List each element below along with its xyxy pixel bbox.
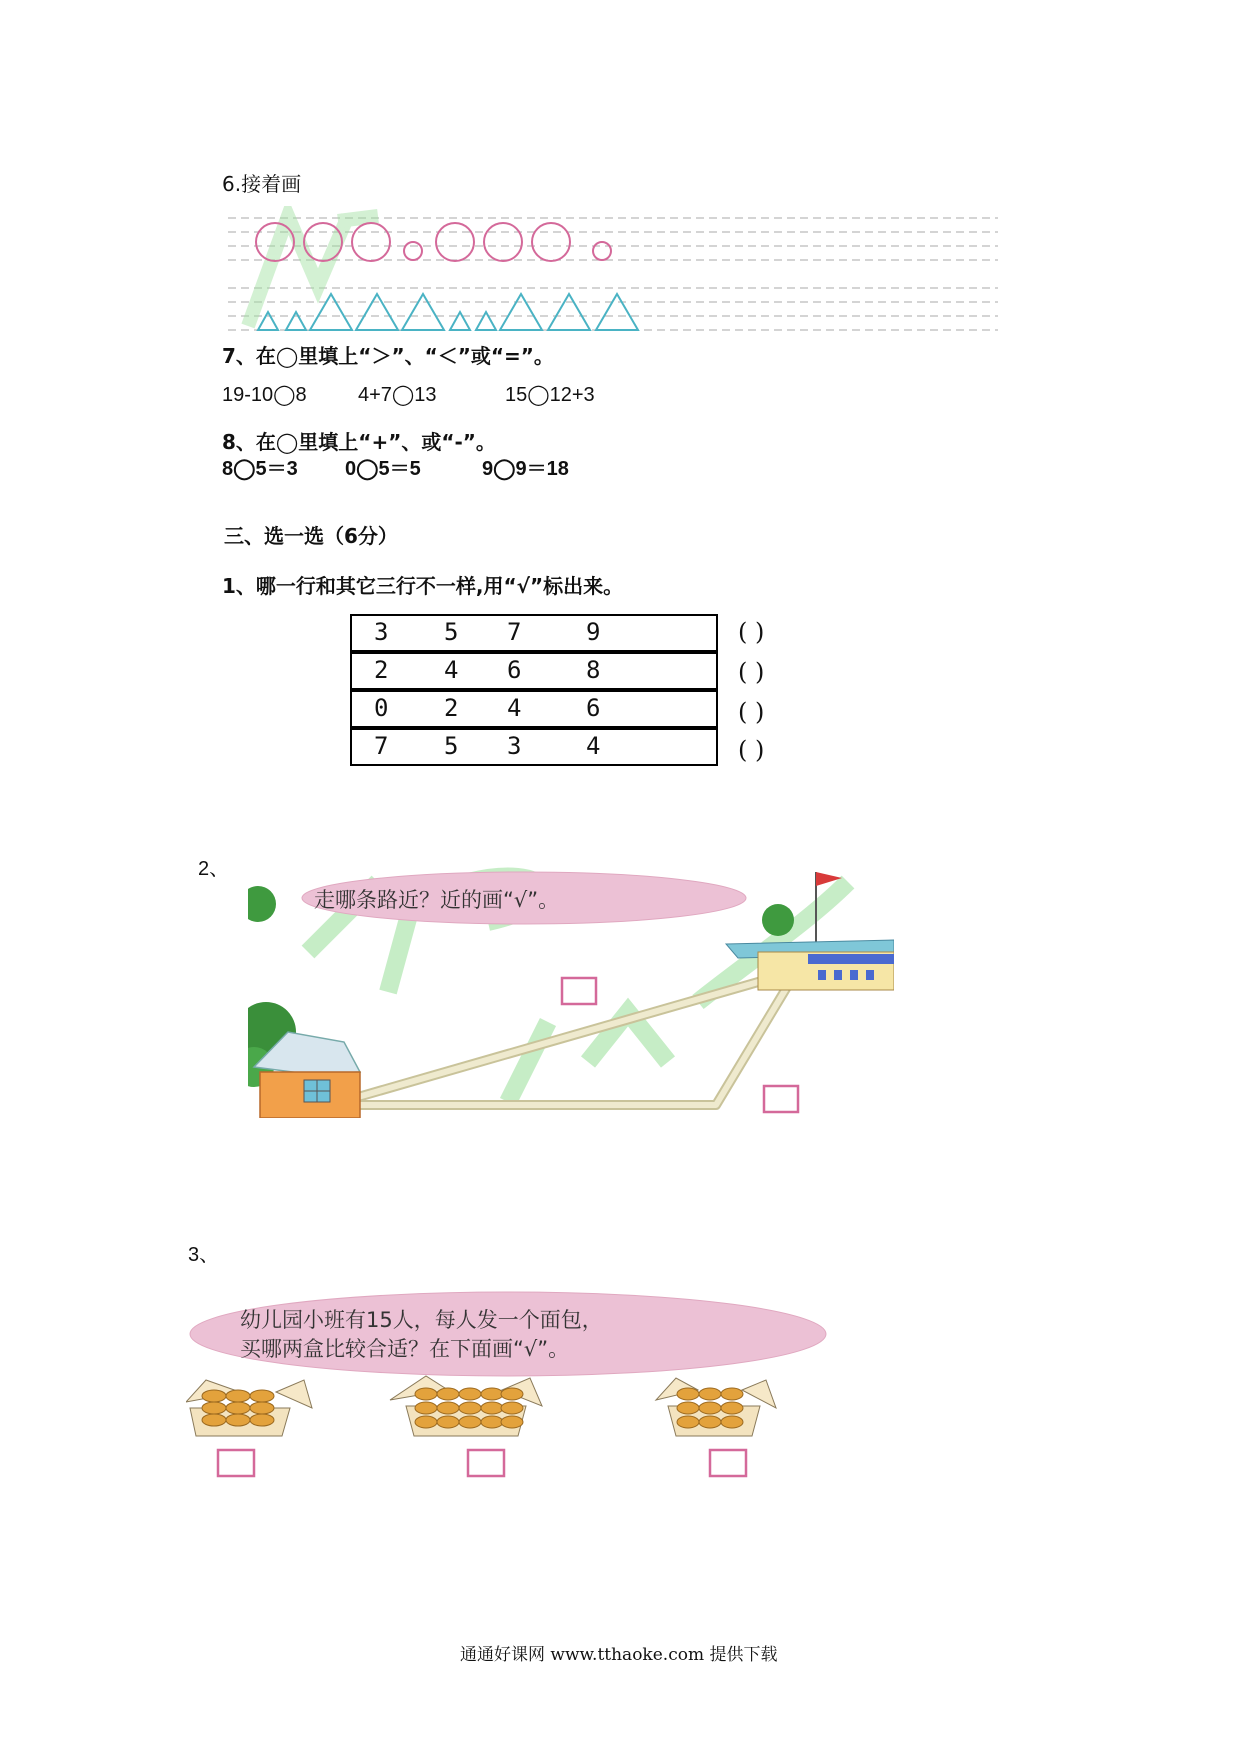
table-row bbox=[350, 690, 718, 728]
cell: 4 bbox=[586, 732, 601, 760]
bread-question-line1: 幼儿园小班有15人，每人发一个面包， bbox=[240, 1308, 603, 1332]
footer-source: 通通好课网 www.tthaoke.com 提供下载 bbox=[460, 1645, 778, 1665]
answer-paren-4[interactable]: ( ) bbox=[738, 736, 765, 764]
section3-heading: 三、选一选（6分） bbox=[224, 524, 398, 548]
q8-item-2: 0◯5＝5 bbox=[345, 458, 421, 480]
table-row bbox=[350, 614, 718, 652]
cell: 4 bbox=[444, 656, 459, 684]
cell: 4 bbox=[507, 694, 522, 722]
s3-q2-number: 2、 bbox=[198, 858, 230, 880]
cell: 2 bbox=[444, 694, 459, 722]
cell: 9 bbox=[586, 618, 601, 646]
bread-question-line2: 买哪两盒比较合适？在下面画“√”。 bbox=[240, 1337, 570, 1361]
cell: 0 bbox=[374, 694, 389, 722]
cell: 3 bbox=[507, 732, 522, 760]
cell: 2 bbox=[374, 656, 389, 684]
s3-q1-label: 1、哪一行和其它三行不一样,用“√”标出来。 bbox=[222, 574, 624, 598]
cell: 7 bbox=[507, 618, 522, 646]
number-rows-table bbox=[350, 614, 718, 766]
route-illustration bbox=[248, 862, 894, 1118]
q7-item-3: 15◯12+3 bbox=[505, 384, 595, 406]
q8-item-1: 8◯5＝3 bbox=[222, 458, 298, 480]
table-row bbox=[350, 652, 718, 690]
triangle-pattern bbox=[258, 294, 638, 330]
circle-pattern bbox=[256, 223, 611, 261]
q8-label: 8、在◯里填上“+”、或“-”。 bbox=[222, 430, 496, 454]
table-row bbox=[350, 728, 718, 766]
cell: 8 bbox=[586, 656, 601, 684]
cell: 7 bbox=[374, 732, 389, 760]
answer-paren-2[interactable]: ( ) bbox=[738, 658, 765, 686]
pattern-drawing-area bbox=[228, 206, 1000, 336]
q6-label: 6.接着画 bbox=[222, 172, 302, 196]
q8-item-3: 9◯9＝18 bbox=[482, 458, 569, 480]
q7-item-2: 4+7◯13 bbox=[358, 384, 437, 406]
cell: 5 bbox=[444, 732, 459, 760]
cell: 6 bbox=[507, 656, 522, 684]
q7-label: 7、在◯里填上“＞”、“＜”或“=”。 bbox=[222, 344, 554, 368]
cell: 6 bbox=[586, 694, 601, 722]
q7-item-1: 19-10◯8 bbox=[222, 384, 307, 406]
answer-paren-1[interactable]: ( ) bbox=[738, 618, 765, 646]
s3-q3-number: 3、 bbox=[188, 1244, 220, 1266]
route-question: 走哪条路近？近的画“√”。 bbox=[314, 888, 560, 912]
bread-box-illustration bbox=[186, 1290, 830, 1480]
cell: 3 bbox=[374, 618, 389, 646]
cell: 5 bbox=[444, 618, 459, 646]
answer-paren-3[interactable]: ( ) bbox=[738, 698, 765, 726]
